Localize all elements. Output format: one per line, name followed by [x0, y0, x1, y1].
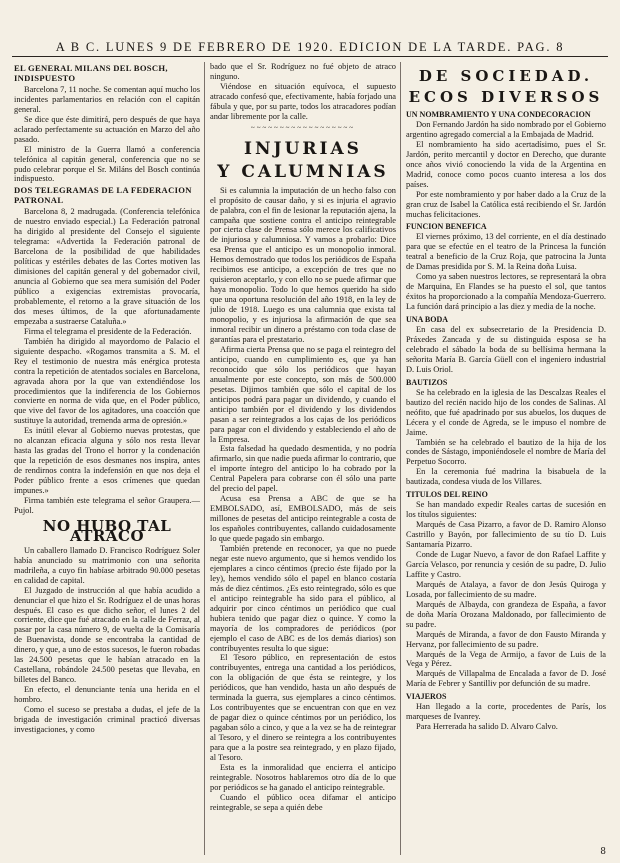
paragraph: También se ha celebrado el bautizo de la hija de los condes de Sástago, imponiéndosele el nombre de María del Perpetuo Socorro.: [406, 437, 606, 467]
paragraph: Un caballero llamado D. Francisco Rodríguez Soler había anunciado su matrimonio con una señorita madrileña, a cuyo fin habíase arbitrado 90.000 pesetas en calidad de capital.: [14, 545, 200, 585]
paragraph: Se ha celebrado en la iglesia de las Descalzas Reales el bautizo del recién nacido hijo de los condes de Salinas. Al neófito, que fué apadrinado por sus abuelos, los duques de Lécera y el conde de Agreda, se le impuso el nombre de Jaime.: [406, 387, 606, 437]
paragraph: Cuando el público ocea difamar el anticipo reintegrable, se sepa a quién debe: [210, 792, 396, 812]
paragraph: Para Herrerada ha salido D. Alvaro Calvo.: [416, 722, 558, 732]
paragraph: El viernes próximo, 13 del corriente, en el día destinado para que se efectúe en el teatro de la Princesa la función teatral a beneficio de la Cruz Roja, que patrocina la Junta de Damas presidida por S. M. la Reina doña Luisa.: [406, 232, 606, 272]
headline-milans: EL GENERAL MILANS DEL BOSCH, INDISPUESTO: [14, 63, 168, 83]
paragraph: En casa del ex subsecretario de la Presidencia D. Práxedes Zancada y de su distinguida esposa se ha celebrado el sábado la boda de su bellísima hermana la señorita María B. García Güell con el ingeniero industrial D. Luis Oriol.: [406, 325, 606, 374]
column-divider: [400, 62, 401, 855]
subhead: FUNCION BENEFICA: [406, 222, 487, 232]
paragraph: También pretende en reconocer, ya que no puede negar este nuevo argumento, que si hemos vendido los ejemplares a cinco céntimos (precio éste fijado por la ley), hemos vendido sólo el papel en blanco costaría más de diez céntimos. ¿Es esto reintegrado, sólo es que el anticipo reintegrable ha sido para el público, al adquirir por cinco céntimos un periódico que cual hubiera tenido que pagar diez o quince. Y como la mayoría de los compradores de periódicos (por ejemplo el caso de ABC es de los demás diarios) son contribuyentes resulta lo que sigue:: [210, 543, 396, 653]
paragraph: Barcelona 7, 11 noche. Se comentan aquí mucho los incidentes parlamentarios en relación con el capitán general.: [14, 84, 200, 114]
paragraph: En la ceremonia fué madrina la bisabuela de la bautizada, condesa viuda de los Villares.: [406, 467, 606, 487]
page-number: 8: [600, 847, 606, 857]
headline-sociedad: DE SOCIEDAD.: [418, 67, 594, 85]
ornament-divider: ~~~~~~~~~~~~~~~~~~: [250, 123, 356, 132]
paragraph: Barcelona 8, 2 madrugada. (Conferencia telefónica de nuestro enviado especial.) La Federación patronal ha dirigido al presidente del Consejo el siguiente telegrama: «Advertida la Federación patronal de Barcelona de la posibilidad de que habilidades políticas y estériles debates de las Cortes motiven las dimisiones del capitán general y del gobernador civil, anuncia al Gobierno que sea mera sumisión del Poder público a exigencias extremistas provocaría, probablemente, el retorno a la grave situación de los dos meses últimos, de la que afortunadamente empezaba a sustraerse Cataluña.»: [14, 207, 200, 326]
paragraph: Esta falsedad ha quedado desmentida, y no podría afirmarlo, sin que nadie pueda afirmar lo contrario, que el importe íntegro del anticipo lo ha cobrado por la Central Papelera para cobrarse con él sólo una parte del precio del papel.: [210, 444, 396, 494]
paragraph: También ha dirigido al mayordomo de Palacio el siguiente despacho. «Rogamos transmita a S. M. el Rey el testimonio de nuestra más enérgica protesta contra la repetición de atentados sociales en Barcelona, agravada ahora por la que van extendiéndose los procedimientos que la indiferencia de los Gobiernos convierte en norma de vida que, en el Poder público, que vive del favor de los agitadores, una coacción que sustituye la autoridad, tremenda arma de opresión.»: [14, 336, 200, 426]
column-3: [406, 62, 606, 855]
paragraph: Marqués de Miranda, a favor de don Fausto Miranda y Hervanz, por fallecimiento de su padre.: [406, 629, 606, 649]
paragraph: Marqués de la Vega de Armijo, a favor de Luis de la Vega y Pérez.: [406, 649, 606, 669]
paragraph-signature: Firma también este telegrama el señor Graupera.—Pujol.: [14, 495, 200, 515]
paragraph: Se dice que éste dimitirá, pero después de que haya aclarado perfectamente su actuación en Marzo del año pasado.: [14, 114, 200, 144]
headline-telegramas: DOS TELEGRAMAS DE LA FEDERACION PATRONAL: [14, 185, 192, 206]
subhead: TITULOS DEL REINO: [406, 490, 488, 500]
paragraph: Se han mandado expedir Reales cartas de sucesión en los títulos siguientes:: [406, 500, 606, 520]
headline-injurias: INJURIAS: [244, 138, 362, 159]
paragraph: Conde de Lugar Nuevo, a favor de don Rafael Laffite y García Velasco, por renuncia y cesión de su padre, D. Julio Laffite y Castro.: [406, 549, 606, 579]
headline-ecos: ECOS DIVERSOS: [408, 88, 604, 106]
subhead: BAUTIZOS: [406, 377, 448, 387]
masthead-rule: [12, 56, 608, 57]
subhead: VIAJEROS: [406, 692, 447, 702]
column-2: [210, 62, 396, 855]
paragraph: Marqués de Casa Pizarro, a favor de D. Ramiro Alonso Castrillo y Bayón, por fallecimiento de su tío D. Luis Santamaría Pizarro.: [406, 520, 606, 550]
paragraph: Marqués de Albayda, con grandeza de España, a favor de doña María Orozana Maldonado, por fallecimiento de su padre.: [406, 599, 606, 629]
paragraph: El Juzgado de instrucción al que había acudido a denunciar el que hizo el Sr. Rodríguez el de unas horas después. El caso es que dicho señor, el lunes 2 del corriente, dice que fué atracado en la calle de Ferraz, al pasar por la casa número 9, de vuelta de la Comisaría de Buenavista, donde se encontraba la cantidad de dinero, y que, a uno de estos sucesos, le fueron robadas las 24.500 pesetas que le habían atracado en la Castellana, robándole 24.500 pesetas que llevaba, en billetes del Banco.: [14, 585, 200, 685]
paragraph: Como ya saben nuestros lectores, se representará la obra de Marquina, En Flandes se ha puesto el sol, que tantos éxitos ha proporcionado a la compañía Mendoza-Guerrero. La función dará principio a las diez y media de la noche.: [406, 272, 606, 312]
headline-calumnias: Y CALUMNIAS: [217, 161, 389, 182]
paragraph: Marqués de Atalaya, a favor de don Jesús Quiroga y Losada, por fallecimiento de su madre.: [406, 579, 606, 599]
paragraph: Si es calumnia la imputación de un hecho falso con el propósito de causar daño, y si es injuria el agravio de palabra, con el fin de lesionar la reputación ajena, la campaña que sostiene contra el anticipo reintegrable por cierta clase de Prensa sólo merece los calificativos de injuriosa y calumniosa. Y vamos a probarlo: Dice esa Prensa que el anticipo es un monopolio inmoral. Hemos demostrado que todos los periódicos de España recibimos ese anticipo, a excepción de tres que no quisieron aceptarlo, y con ello no se puede afirmar que haya monopolio. Todo lo que hemos querido ha sido que una oportuna resolución del año 1918, en la ley de julio de 1918. Luego es una calumnia que exista tal monopolio, y es injuriosa la afirmación de que sea inmoral recibir un dinero a préstamo con toda clase de garantías para el prestatario.: [210, 185, 396, 344]
subhead: UN NOMBRAMIENTO Y UNA CONDECORACION: [406, 110, 591, 119]
paragraph: El Tesoro público, en representación de estos contribuyentes, entrega una cantidad a los periódicos, con la obligación de que ésta se reintegre, y los periódicos, que han vendido, hasta un año después de terminada la guerra, sus ejemplares a cinco céntimos. Los contribuyentes que se encuentran con que en vez de pagar diez o quince céntimos por un periódico, los pagaban sólo a cinco, y que a la vez se ha de reintegrar al Tesoro, y el dinero se reintegra a los contribuyentes para que a la postre sea reintegrado, y en plazo fijado, al Tesoro.: [210, 653, 396, 762]
paragraph: El nombramiento ha sido acertadísimo, pues el Sr. Jardón, perito mercantil y doctor en Derecho, que durante once años vivió conociendo la vida de la Argentina en Madrid, conoce como pocos cuanto interesa a los dos países.: [406, 139, 606, 189]
paragraph: Acusa esa Prensa a ABC de que se ha EMBOLSADO, así, EMBOLSADO, más de seis millones de pesetas del anticipo reintegrable a costa de los españoles contribuyentes, callando cuidadosamente lo que quede pagado sin embargo.: [210, 494, 396, 544]
column-1: [14, 62, 200, 855]
paragraph: El ministro de la Guerra llamó a conferencia telefónica al capitán general, conferencia que no se pudo celebrar porque el Sr. Miláns del Bosch continúa indispuesto.: [14, 144, 200, 184]
paragraph: Marqués de Villapalma de Encalada a favor de D. José María de Febrer y Santilliv por defunción de su madre.: [406, 669, 606, 689]
paragraph: Han llegado a la corte, procedentes de París, los marqueses de Ivanrey.: [406, 702, 606, 722]
paragraph: En efecto, el denunciante tenía una herida en el hombro.: [14, 685, 200, 705]
paragraph: Firma el telegrama el presidente de la Federación.: [24, 326, 192, 336]
paragraph: Como el suceso se prestaba a dudas, el jefe de la brigada de investigación criminal practicó diversas investigaciones, y como: [14, 705, 200, 734]
column-divider: [204, 62, 205, 855]
paragraph: Es inútil elevar al Gobierno nuevas protestas, que no alcanzan eficacia alguna y sólo nos resta llevar hasta las gradas del Trono el horror y la condenación que la repetición de esos desmanes nos inspira, antes de rendirnos contra la indefensión en que nos deja el Poder público frente a esos crímenes que quedan impunes.»: [14, 426, 200, 496]
paragraph: Viéndose en situación equívoca, el supuesto atracado confesó que, efectivamente, había forjado una fábula y que, por su parte, todos los atracadores podían andar libremente por la calle.: [210, 81, 396, 121]
paragraph: Afirma cierta Prensa que no se paga el reintegro del anticipo, cuando en cumplimiento es, que ya han reconocido que sólo los periódicos que hayan anualmente por este concepto, son más de 500.000 pesetas. Dijimos también que sólo el capital de los anticipos podrá para pagar un dividendo, y cuando el anticipo también por el dividendo y los dividendos pasan a ser reintegrados a los cajas de los periódicos para pagar con el dividendo y estableciendo el año de la Empresa.: [210, 344, 396, 444]
paragraph: Esta es la inmoralidad que encierra el anticipo reintegrable. Nosotros hablaremos otro día de lo que por periódicos se ha ganado el anticipo reintegrable.: [210, 762, 396, 792]
paragraph: bado que el Sr. Rodríguez no fué objeto de atraco ninguno.: [210, 62, 396, 81]
headline-atraco: NO HUBO TAL ATRACO: [42, 516, 172, 545]
paragraph: Don Fernando Jardón ha sido nombrado por el Gobierno argentino agregado comercial a la Embajada de Madrid.: [406, 119, 606, 139]
masthead: A B C. LUNES 9 DE FEBRERO DE 1920. EDICION DE LA TARDE. PAG. 8: [55, 40, 565, 54]
subhead: UNA BODA: [406, 315, 449, 325]
paragraph: Por este nombramiento y por haber dado a la Cruz de la gran cruz de Isabel la Católica está recibiendo el Sr. Jardón muchas felicitaciones.: [406, 189, 606, 219]
